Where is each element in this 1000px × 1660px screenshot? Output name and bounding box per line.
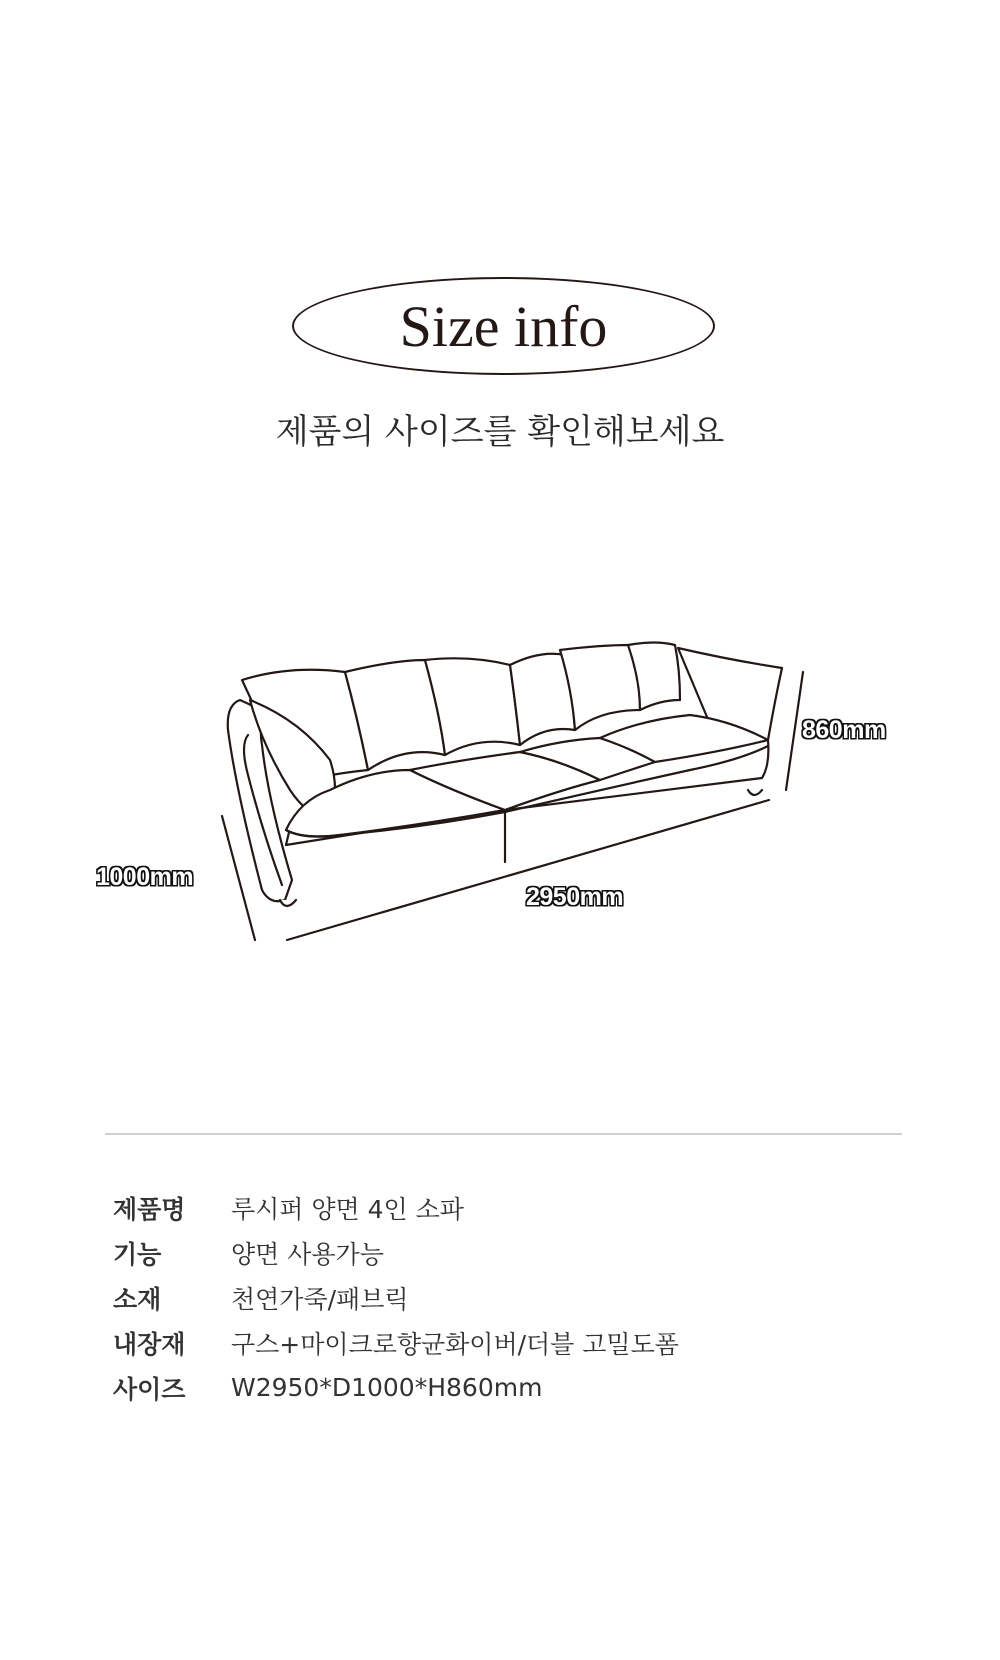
spec-label: 제품명 (113, 1194, 186, 1224)
spec-row-size (113, 1365, 679, 1410)
spec-label: 기능 (113, 1239, 162, 1269)
spec-value: 루시퍼 양면 4인 소파 (231, 1194, 464, 1224)
spec-label: 내장재 (113, 1329, 186, 1359)
sofa-leg (748, 790, 762, 795)
depth-dimension-label: 1000mm (96, 863, 194, 891)
height-dimension-line (786, 672, 803, 790)
page-title: Size info (399, 293, 608, 359)
width-dimension-label: 2950mm (526, 883, 624, 911)
sofa-leg (280, 900, 296, 906)
spec-label: 사이즈 (113, 1374, 186, 1404)
spec-label: 소재 (113, 1284, 162, 1314)
spec-value: W2950*D1000*H860mm (231, 1373, 543, 1402)
sofa-illustration (0, 600, 1000, 960)
height-dimension-label: 860mm (802, 716, 886, 744)
spec-value: 양면 사용가능 (231, 1239, 384, 1269)
spec-table (113, 1185, 679, 1410)
spec-row-product-name (113, 1185, 679, 1230)
section-divider (105, 1133, 902, 1135)
spec-value: 구스+마이크로향균화이버/더블 고밀도폼 (231, 1329, 679, 1359)
spec-row-filling (113, 1320, 679, 1365)
spec-value: 천연가죽/패브릭 (231, 1284, 409, 1314)
spec-row-function (113, 1230, 679, 1275)
page-subtitle: 제품의 사이즈를 확인해보세요 (275, 412, 725, 452)
spec-row-material (113, 1275, 679, 1320)
